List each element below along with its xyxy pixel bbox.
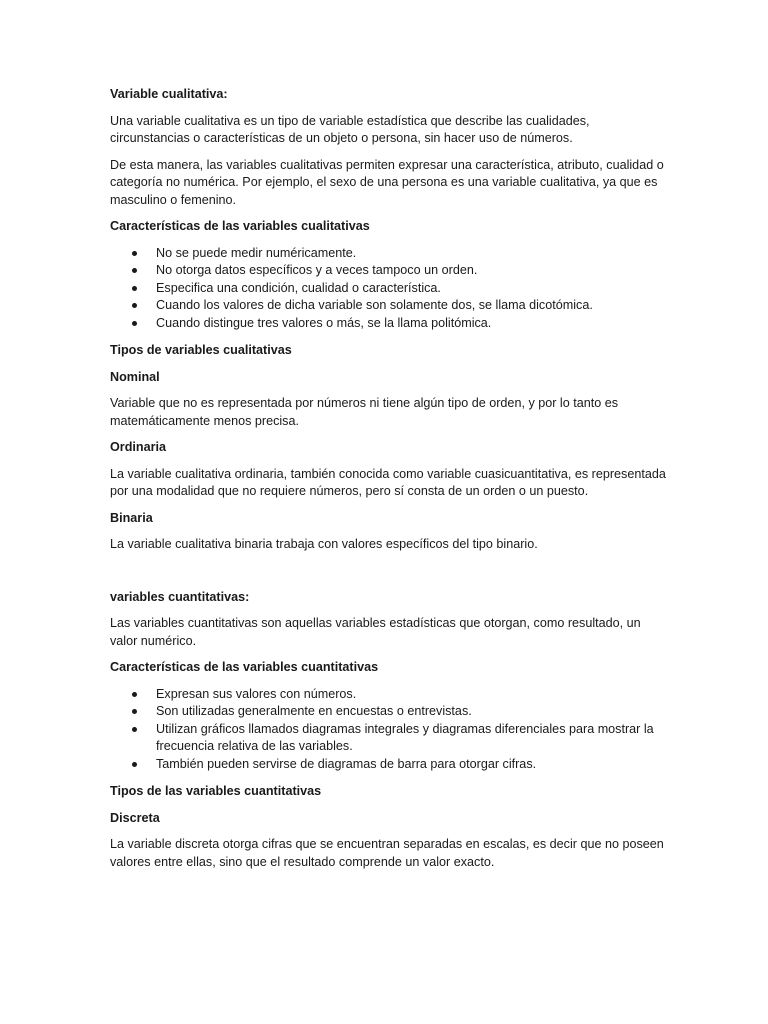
cuantitativa-heading: variables cuantitativas: [110,589,250,604]
list-item: Son utilizadas generalmente en encuestas o entrevistas. [110,703,668,721]
ordinaria-heading: Ordinaria [110,440,166,454]
cuantitativa-characteristics-list [110,686,668,774]
list-item: Utilizan gráficos llamados diagramas integrales y diagramas diferenciales para mostrar la frecuencia relativa de las variables. [110,721,668,756]
cualitativa-characteristics-list [110,245,668,333]
list-item: Especifica una condición, cualidad o característica. [110,280,668,298]
list-item: Cuando los valores de dicha variable son solamente dos, se llama dicotómica. [110,297,668,315]
cualitativa-types-heading: Tipos de variables cualitativas [110,343,292,357]
list-item: También pueden servirse de diagramas de barra para otorgar cifras. [110,756,668,774]
cualitativa-heading: Variable cualitativa: [110,87,228,101]
ordinaria-text: La variable cualitativa ordinaria, también conocida como variable cuasicuantitativa, es representada por una modalidad que no requiere números, pero sí consta de un orden o un puesto. [110,466,666,498]
cualitativa-explanation: De esta manera, las variables cualitativas permiten expresar una característica, atributo, cualidad o categoría no numérica. Por ejemplo, el sexo de una persona es una variable cualitativa, ya que es masculino o femenino. [110,157,664,207]
nominal-heading: Nominal [110,369,160,384]
discreta-heading: Discreta [110,810,160,825]
discreta-text: La variable discreta otorga cifras que se encuentran separadas en escalas, es decir que no poseen valores entre ellas, sino que el resultado comprende un valor exacto. [110,837,664,869]
nominal-text: Variable que no es representada por números ni tiene algún tipo de orden, y por lo tanto es matemáticamente menos precisa. [110,396,619,428]
cuantitativa-characteristics-heading: Características de las variables cuantitativas [110,660,379,674]
binaria-heading: Binaria [110,510,153,525]
list-item: No se puede medir numéricamente. [110,245,668,263]
binaria-text: La variable cualitativa binaria trabaja con valores específicos del tipo binario. [110,537,538,551]
cuantitativa-definition: Las variables cuantitativas son aquellas variables estadísticas que otorgan, como resultado, un valor numérico. [110,616,641,648]
list-item: Cuando distingue tres valores o más, se la llama politómica. [110,315,668,333]
section-spacer [110,563,668,589]
cualitativa-characteristics-heading: Características de las variables cualitativas [110,219,370,233]
list-item: Expresan sus valores con números. [110,686,668,704]
cuantitativa-types-heading: Tipos de las variables cuantitativas [110,784,322,798]
cualitativa-definition: Una variable cualitativa es un tipo de variable estadística que describe las cualidades, circunstancias o características de un objeto o persona, sin hacer uso de números. [110,113,590,145]
list-item: No otorga datos específicos y a veces tampoco un orden. [110,262,668,280]
